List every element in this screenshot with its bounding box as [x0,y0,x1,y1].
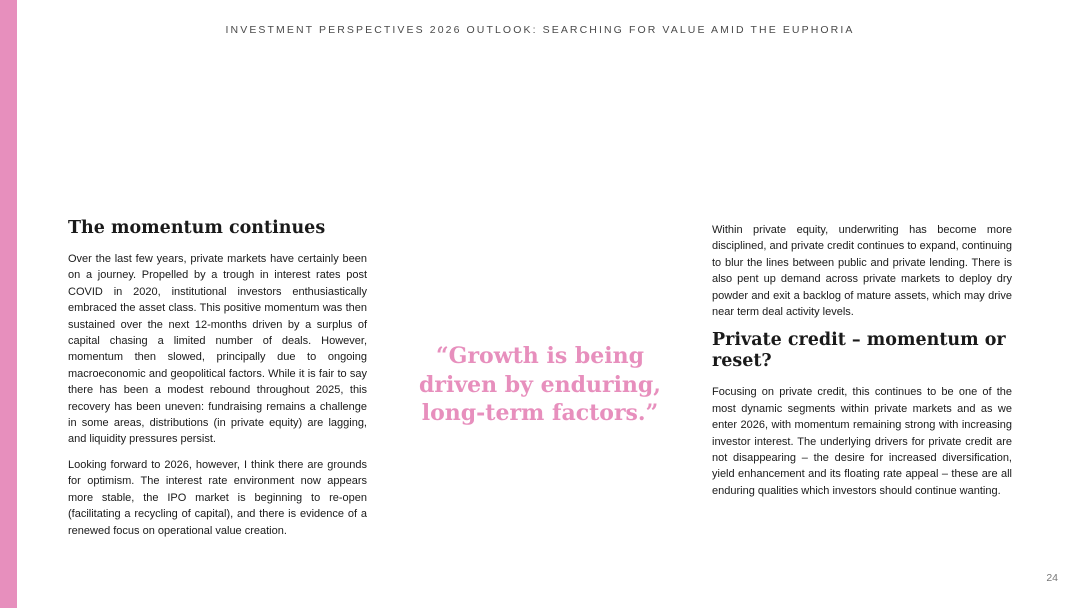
right-column [712,222,1012,508]
pull-quote: “Growth is being driven by enduring, long-term factors.” [419,343,661,426]
accent-stripe [0,0,17,608]
body-paragraph: Within private equity, underwriting has become more disciplined, and private credit continues to expand, continuing to blur the lines between public and private lending. There is also pent up demand across private markets to deploy dry powder and exit a backlog of mature assets, which may drive near term deal activity levels. [712,224,1012,319]
body-paragraph: Over the last few years, private markets have certainly been on a journey. Propelled by a trough in interest rates post COVID in 2020, institutional investors enthusiastically embraced the asset class. This positive momentum was then sustained over the next 12-months driven by a surplus of capital chasing a limited number of deals. However, momentum then slowed, principally due to ongoing macroeconomic and geopolitical factors. While it is fair to say there has been a modest rebound throughout 2025, this recovery has been uneven: fundraising remains a challenge in some areas, distributions (in private equity) are lagging, and liquidity pressures persist. [68,253,367,446]
section-heading-momentum: The momentum continues [68,218,326,238]
body-paragraph: Looking forward to 2026, however, I think there are grounds for optimism. The interest rate environment now appears more stable, the IPO market is beginning to re-open (facilitating a recycling of capital), and there is evidence of a renewed focus on operational value creation. [68,458,367,537]
left-column [68,218,367,548]
section-heading-private-credit: Private credit – momentum or reset? [712,330,1006,372]
body-paragraph: Focusing on private credit, this continues to be one of the most dynamic segments within private markets and as we enter 2026, with momentum remaining strong with increasing investor interest. The underlying drivers for private credit are not disappearing – the desire for increased diversification, yield enhancement and its floating rate appeal – these are all enduring qualities which investors should continue wanting. [712,386,1012,497]
page-number: 24 [1046,572,1058,584]
page-header-title: INVESTMENT PERSPECTIVES 2026 OUTLOOK: SEARCHING FOR VALUE AMID THE EUPHORIA [225,24,855,36]
